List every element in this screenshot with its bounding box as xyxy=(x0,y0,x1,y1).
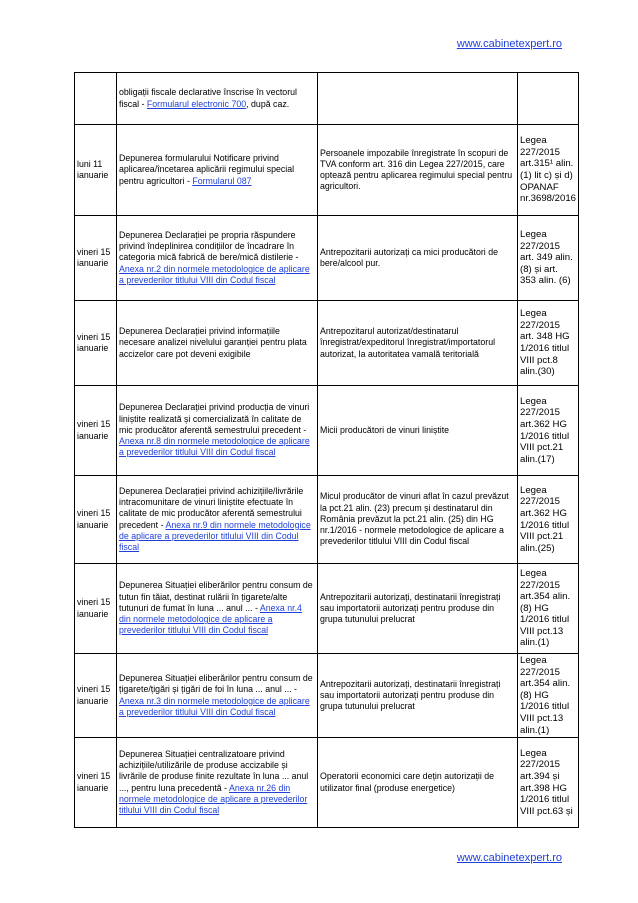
table-row xyxy=(75,738,579,828)
obligation-text: Depunerea Declarației privind informațiile necesare analizei nivelului garanției pentru plata accizelor care pot deveni exigibile xyxy=(119,326,307,359)
obligation-text: Depunerea Situației centralizatoare privind achizițiile/utilizările de produse accizabile și livrările de produse finite rezultate în luna ... anul ..., pentru luna precedentă - xyxy=(119,749,309,793)
obligation-text: Depunerea Situației eliberărilor pentru consum de tutun fin tăiat, destinat rulării în țigarete/alte tutunuri de fumat în luna ... anul ... - xyxy=(119,580,313,613)
form-link[interactable]: Anexa nr.9 din normele metodologice de aplicare a prevederilor titlului VIII din Codul fiscal xyxy=(119,519,311,552)
taxpayer-category-cell: Operatorii economici care dețin autorizații de utilizator final (produse energetice) xyxy=(318,738,518,828)
obligation-cell xyxy=(117,301,318,386)
form-link[interactable]: Anexa nr.8 din normele metodologice de aplicare a prevederilor titlului VIII din Codul fiscal xyxy=(119,436,310,458)
legal-reference-cell: Legea 227/2015 art.362 HG 1/2016 titlul VIII pct.21 alin.(17) xyxy=(518,386,579,476)
header-site-link[interactable]: www.cabinetexpert.ro xyxy=(456,38,562,50)
legal-reference-cell: Legea 227/2015 art.394 și art.398 HG 1/2016 titlul VIII pct.63 și xyxy=(518,738,579,828)
deadline-date-cell: vineri 15 ianuarie xyxy=(75,216,117,301)
table-row xyxy=(75,564,579,654)
deadline-date-cell: vineri 15 ianuarie xyxy=(75,738,117,828)
taxpayer-category-cell: Antrepozitarul autorizat/destinatarul înregistrat/expeditorul înregistrat/importatorul autorizat, la autoritatea vamală teritorială xyxy=(318,301,518,386)
deadline-date-cell: vineri 15 ianuarie xyxy=(75,386,117,476)
deadline-date-cell: luni 11 ianuarie xyxy=(75,125,117,216)
deadline-date-cell: vineri 15 ianuarie xyxy=(75,476,117,564)
deadline-date-cell: vineri 15 ianuarie xyxy=(75,654,117,738)
table-row xyxy=(75,216,579,301)
obligation-text: Depunerea Declarației privind producția de vinuri liniștite realizată și comercializată în calitate de mic producător aferentă semestrului precedent - xyxy=(119,402,310,435)
obligation-text: Depunerea Declarației pe propria răspundere privind îndeplinirea condițiilor de încadrare în categoria mică fabrică de bere/mică distilerie - xyxy=(119,229,299,263)
obligation-suffix: , după caz. xyxy=(246,98,290,109)
taxpayer-category-cell xyxy=(318,73,518,125)
legal-reference-cell: Legea 227/2015 art. 348 HG 1/2016 titlul VIII pct.8 alin.(30) xyxy=(518,301,579,386)
obligation-cell xyxy=(117,216,318,301)
form-link[interactable]: Formularul electronic 700 xyxy=(146,98,247,109)
table-row xyxy=(75,125,579,216)
fiscal-calendar-table xyxy=(74,72,579,828)
table-row xyxy=(75,73,579,125)
obligation-text: Depunerea formularului Notificare privind aplicarea/încetarea aplicării regimului special pentru agricultori - xyxy=(119,153,295,186)
obligation-cell xyxy=(117,476,318,564)
table-row xyxy=(75,476,579,564)
taxpayer-category-cell: Micul producător de vinuri aflat în cazul prevăzut la pct.21 alin. (23) precum și destinatarul din România prevăzut la pct.21 alin. (25) din HG nr.1/2016 - normele metodologice de aplicare a prevederilor titlului VIII din Codul fiscal xyxy=(318,476,518,564)
legal-reference-cell xyxy=(518,73,579,125)
obligation-cell xyxy=(117,564,318,654)
form-link[interactable]: Anexa nr.26 din normele metodologice de aplicare a prevederilor titlului VIII din Codul fiscal xyxy=(119,782,308,816)
obligation-cell xyxy=(117,738,318,828)
taxpayer-category-cell: Micii producători de vinuri liniștite xyxy=(318,386,518,476)
obligation-cell xyxy=(117,654,318,738)
form-link[interactable]: Anexa nr.2 din normele metodologice de aplicare a prevederilor titlului VIII din Codul fiscal xyxy=(119,263,310,285)
legal-reference-cell: Legea 227/2015 art.315¹ alin.(1) lit c) și d) OPANAF nr.3698/2016 xyxy=(518,125,579,216)
legal-reference-cell: Legea 227/2015 art.362 HG 1/2016 titlul VIII pct.21 alin.(25) xyxy=(518,476,579,564)
deadline-date-cell: vineri 15 ianuarie xyxy=(75,564,117,654)
form-link[interactable]: Anexa nr.3 din normele metodologice de aplicare a prevederilor titlului VIII din Codul fiscal xyxy=(119,695,310,717)
legal-reference-cell: Legea 227/2015 art.354 alin.(8) HG 1/2016 titlul VIII pct.13 alin.(1) xyxy=(518,564,579,654)
form-link[interactable]: Anexa nr.4 din normele metodologice de aplicare a prevederilor titlului VIII din Codul fiscal xyxy=(119,602,302,636)
deadline-date-cell: vineri 15 ianuarie xyxy=(75,301,117,386)
obligation-text: obligații fiscale declarative înscrise în vectorul fiscal - xyxy=(119,87,297,109)
obligation-text: Depunerea Declarației privind achizițiile/livrările intracomunitare de vinuri liniștite efectuate în calitate de mic producător aferentă semestrului precedent - xyxy=(119,485,304,530)
table-row xyxy=(75,301,579,386)
legal-reference-cell: Legea 227/2015 art.354 alin.(8) HG 1/2016 titlul VIII pct.13 alin.(1) xyxy=(518,654,579,738)
table-row xyxy=(75,386,579,476)
taxpayer-category-cell: Antrepozitarii autorizați, destinatarii înregistrați sau importatorii autorizați pentru produse din grupa tutunului prelucrat xyxy=(318,564,518,654)
legal-reference-cell: Legea 227/2015 art. 349 alin. (8) și art. 353 alin. (6) xyxy=(518,216,579,301)
obligation-cell xyxy=(117,386,318,476)
footer-site-link[interactable]: www.cabinetexpert.ro xyxy=(456,852,562,864)
taxpayer-category-cell: Antrepozitarii autorizați ca mici producători de bere/alcool pur. xyxy=(318,216,518,301)
taxpayer-category-cell: Antrepozitarii autorizați, destinatarii înregistrați sau importatorii autorizați pentru produse din grupa tutunului prelucrat xyxy=(318,654,518,738)
table-row xyxy=(75,654,579,738)
obligation-cell xyxy=(117,73,318,125)
deadline-date-cell xyxy=(75,73,117,125)
obligation-cell xyxy=(117,125,318,216)
form-link[interactable]: Formularul 087 xyxy=(192,175,252,186)
obligation-text: Depunerea Situației eliberărilor pentru consum de țigarete/țigări și țigări de foi în luna ... anul ... - xyxy=(119,673,313,695)
taxpayer-category-cell: Persoanele impozabile înregistrate în scopuri de TVA conform art. 316 din Legea 227/2015, care optează pentru aplicarea regimului special pentru agricultori. xyxy=(318,125,518,216)
